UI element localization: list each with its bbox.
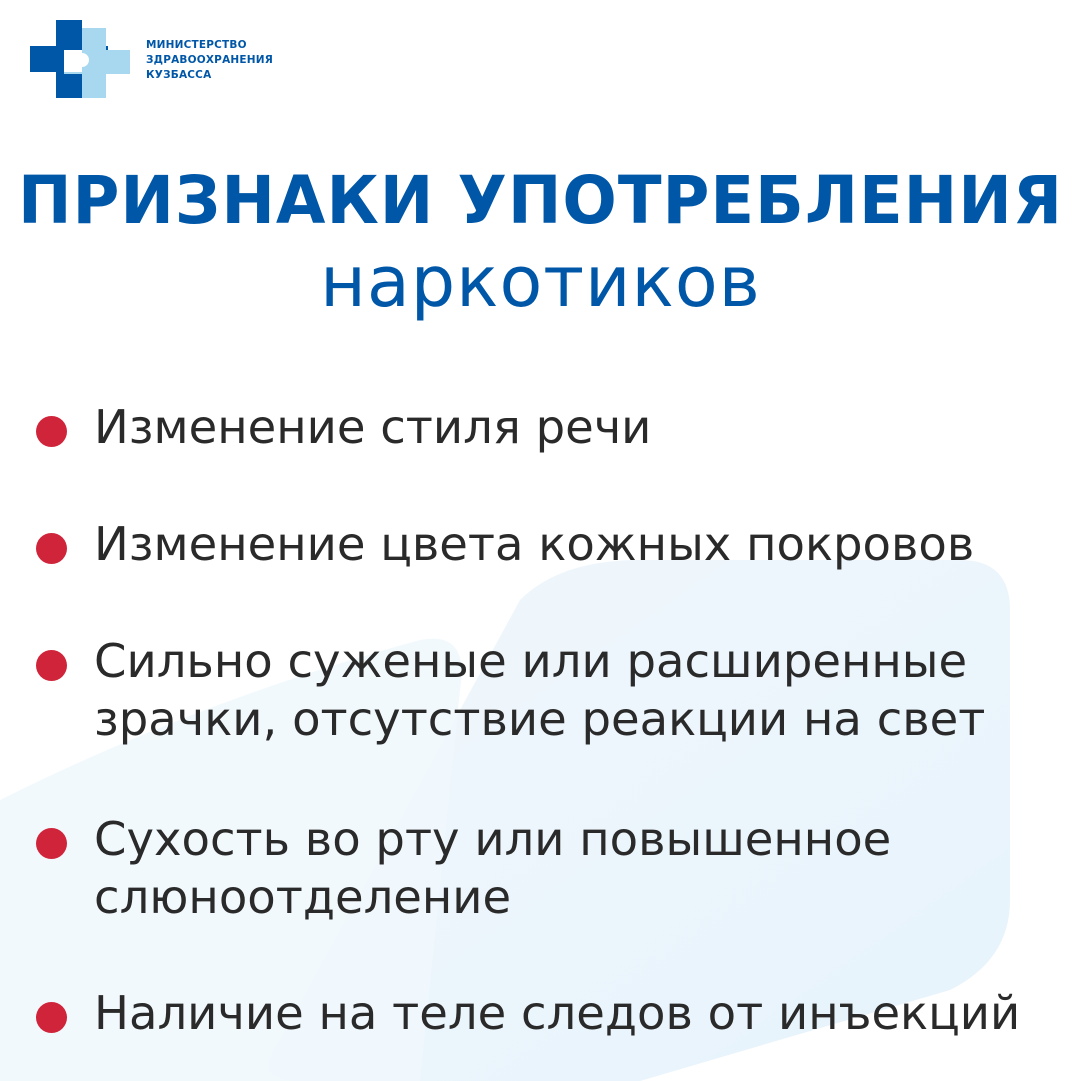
list-item-text: Сильно суженые или расширенные [94,634,968,688]
list-item [36,632,985,748]
title-line-1: ПРИЗНАКИ УПОТРЕБЛЕНИЯ [17,162,1064,239]
list-item [36,810,891,926]
ministry-logo [30,20,273,100]
list-item-text: Наличие на теле следов от инъекций [94,986,1021,1040]
ministry-name [146,38,273,83]
title-line-2: наркотиков [320,241,761,323]
list-item [36,515,974,573]
list-item-text: Изменение стиля речи [94,400,652,454]
list-item [36,398,651,456]
medical-cross-icon [30,20,136,100]
list-item-text: Сухость во рту или повышенное [94,812,892,866]
list-item [36,984,1020,1042]
bullet-dot-icon [36,416,67,447]
page-title [0,160,1081,322]
list-item-text: Изменение цвета кожных покровов [94,517,975,571]
list-item-text: слюноотделение [94,870,512,924]
logo-line-1: МИНИСТЕРСТВО [146,38,247,51]
bullet-dot-icon [36,533,67,564]
logo-line-3: КУЗБАССА [146,68,212,81]
bullet-dot-icon [36,1002,67,1033]
list-item-text: зрачки, отсутствие реакции на свет [94,692,986,746]
logo-line-2: ЗДРАВООХРАНЕНИЯ [146,53,274,66]
bullet-dot-icon [36,650,67,681]
bullet-dot-icon [36,828,67,859]
